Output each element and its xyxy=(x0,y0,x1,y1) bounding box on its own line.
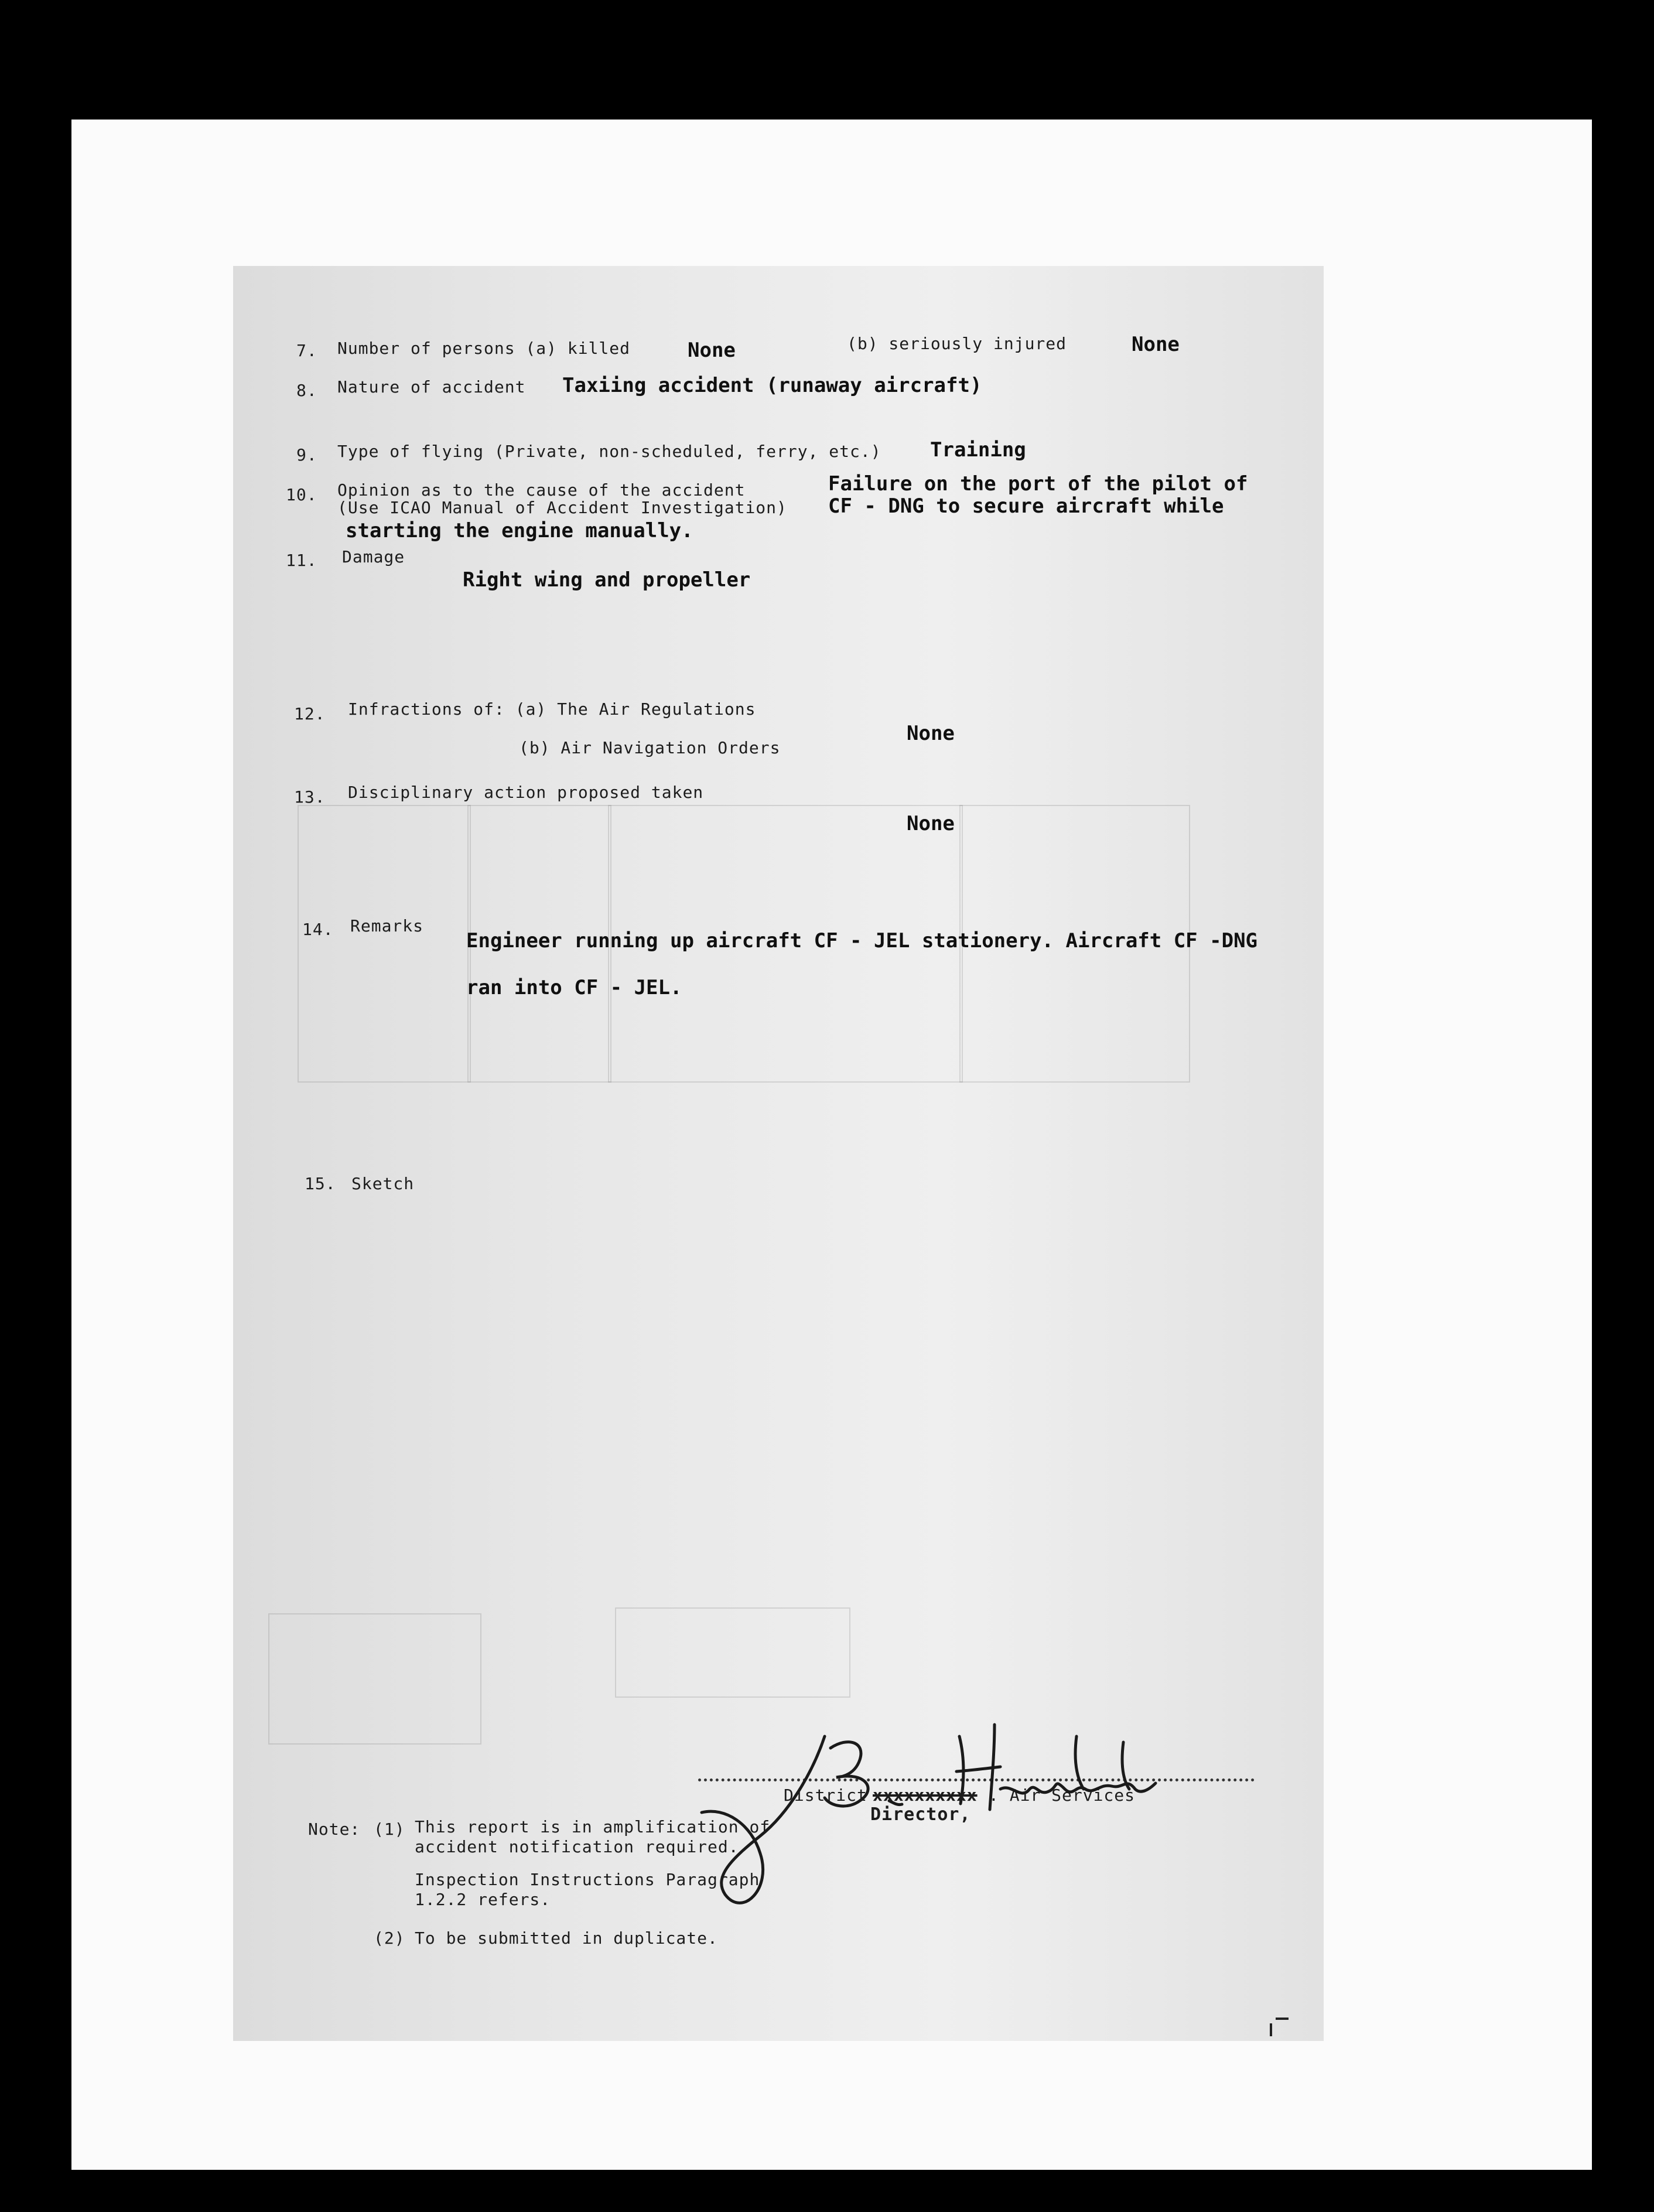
signature-director-label: Director, xyxy=(870,1804,971,1825)
note-2-line-1: To be submitted in duplicate. xyxy=(415,1928,718,1948)
item-7-killed-value: None xyxy=(688,339,736,362)
item-10-label-note: (Use ICAO Manual of Accident Investigation) xyxy=(337,498,787,517)
item-11-value: Right wing and propeller xyxy=(463,568,751,592)
item-8-value: Taxiing accident (runaway aircraft) xyxy=(562,374,982,397)
item-10-number: 10. xyxy=(286,485,317,504)
item-14-value-line-2: ran into CF - JEL. xyxy=(466,976,682,999)
item-14-value-line-1: Engineer running up aircraft CF - JEL stationery. Aircraft CF -DNG xyxy=(466,929,1258,953)
item-10-value-line-3: starting the engine manually. xyxy=(346,519,693,542)
item-10-value-line-1: Failure on the port of the pilot of xyxy=(828,472,1248,496)
note-1-number: (1) xyxy=(374,1820,405,1839)
signature-district-label: District xyxy=(784,1786,867,1805)
item-7-label: Number of persons (a) killed xyxy=(337,339,631,358)
show-through-stamp xyxy=(615,1607,850,1698)
item-7-injured-label: (b) seriously injured xyxy=(847,334,1067,353)
signature-struck-text: xxxxxxxxxx xyxy=(873,1786,978,1805)
show-through-box xyxy=(268,1613,481,1745)
item-7-injured-value: None xyxy=(1132,333,1180,356)
item-10-label: Opinion as to the cause of the accident xyxy=(337,480,746,500)
item-13-value: None xyxy=(907,812,955,835)
edge-mark xyxy=(1276,2018,1289,2020)
item-12-label: Infractions of: (a) The Air Regulations xyxy=(348,699,756,719)
item-7-number: 7. xyxy=(296,341,317,360)
item-9-label: Type of flying (Private, non-scheduled, ferry, etc.) xyxy=(337,442,881,461)
note-label: Note: xyxy=(308,1820,361,1839)
item-11-label: Damage xyxy=(342,547,405,566)
note-1-line-4: 1.2.2 refers. xyxy=(415,1890,551,1909)
item-12-label-b: (b) Air Navigation Orders xyxy=(519,738,781,757)
item-14-number: 14. xyxy=(302,920,334,939)
item-9-value: Training xyxy=(930,438,1026,462)
item-14-label: Remarks xyxy=(350,916,424,936)
signature-air-services-label: . Air Services xyxy=(989,1786,1136,1805)
item-8-number: 8. xyxy=(296,381,317,400)
item-13-number: 13. xyxy=(294,787,326,807)
item-8-label: Nature of accident xyxy=(337,377,526,397)
accident-report-form xyxy=(233,266,1324,2041)
edge-mark xyxy=(1270,2023,1272,2036)
item-12-value: None xyxy=(907,722,955,745)
item-13-label: Disciplinary action proposed taken xyxy=(348,783,704,802)
item-11-number: 11. xyxy=(286,551,317,570)
note-2-number: (2) xyxy=(374,1928,405,1948)
note-1-line-1: This report is in amplification of xyxy=(415,1817,771,1836)
item-15-number: 15. xyxy=(305,1174,336,1193)
item-10-value-line-2: CF - DNG to secure aircraft while xyxy=(828,494,1224,518)
item-12-number: 12. xyxy=(294,704,326,723)
item-15-label: Sketch xyxy=(351,1174,415,1193)
item-9-number: 9. xyxy=(296,445,317,465)
note-1-line-2: accident notification required. xyxy=(415,1837,739,1856)
note-1-line-3: Inspection Instructions Paragraph xyxy=(415,1870,760,1889)
